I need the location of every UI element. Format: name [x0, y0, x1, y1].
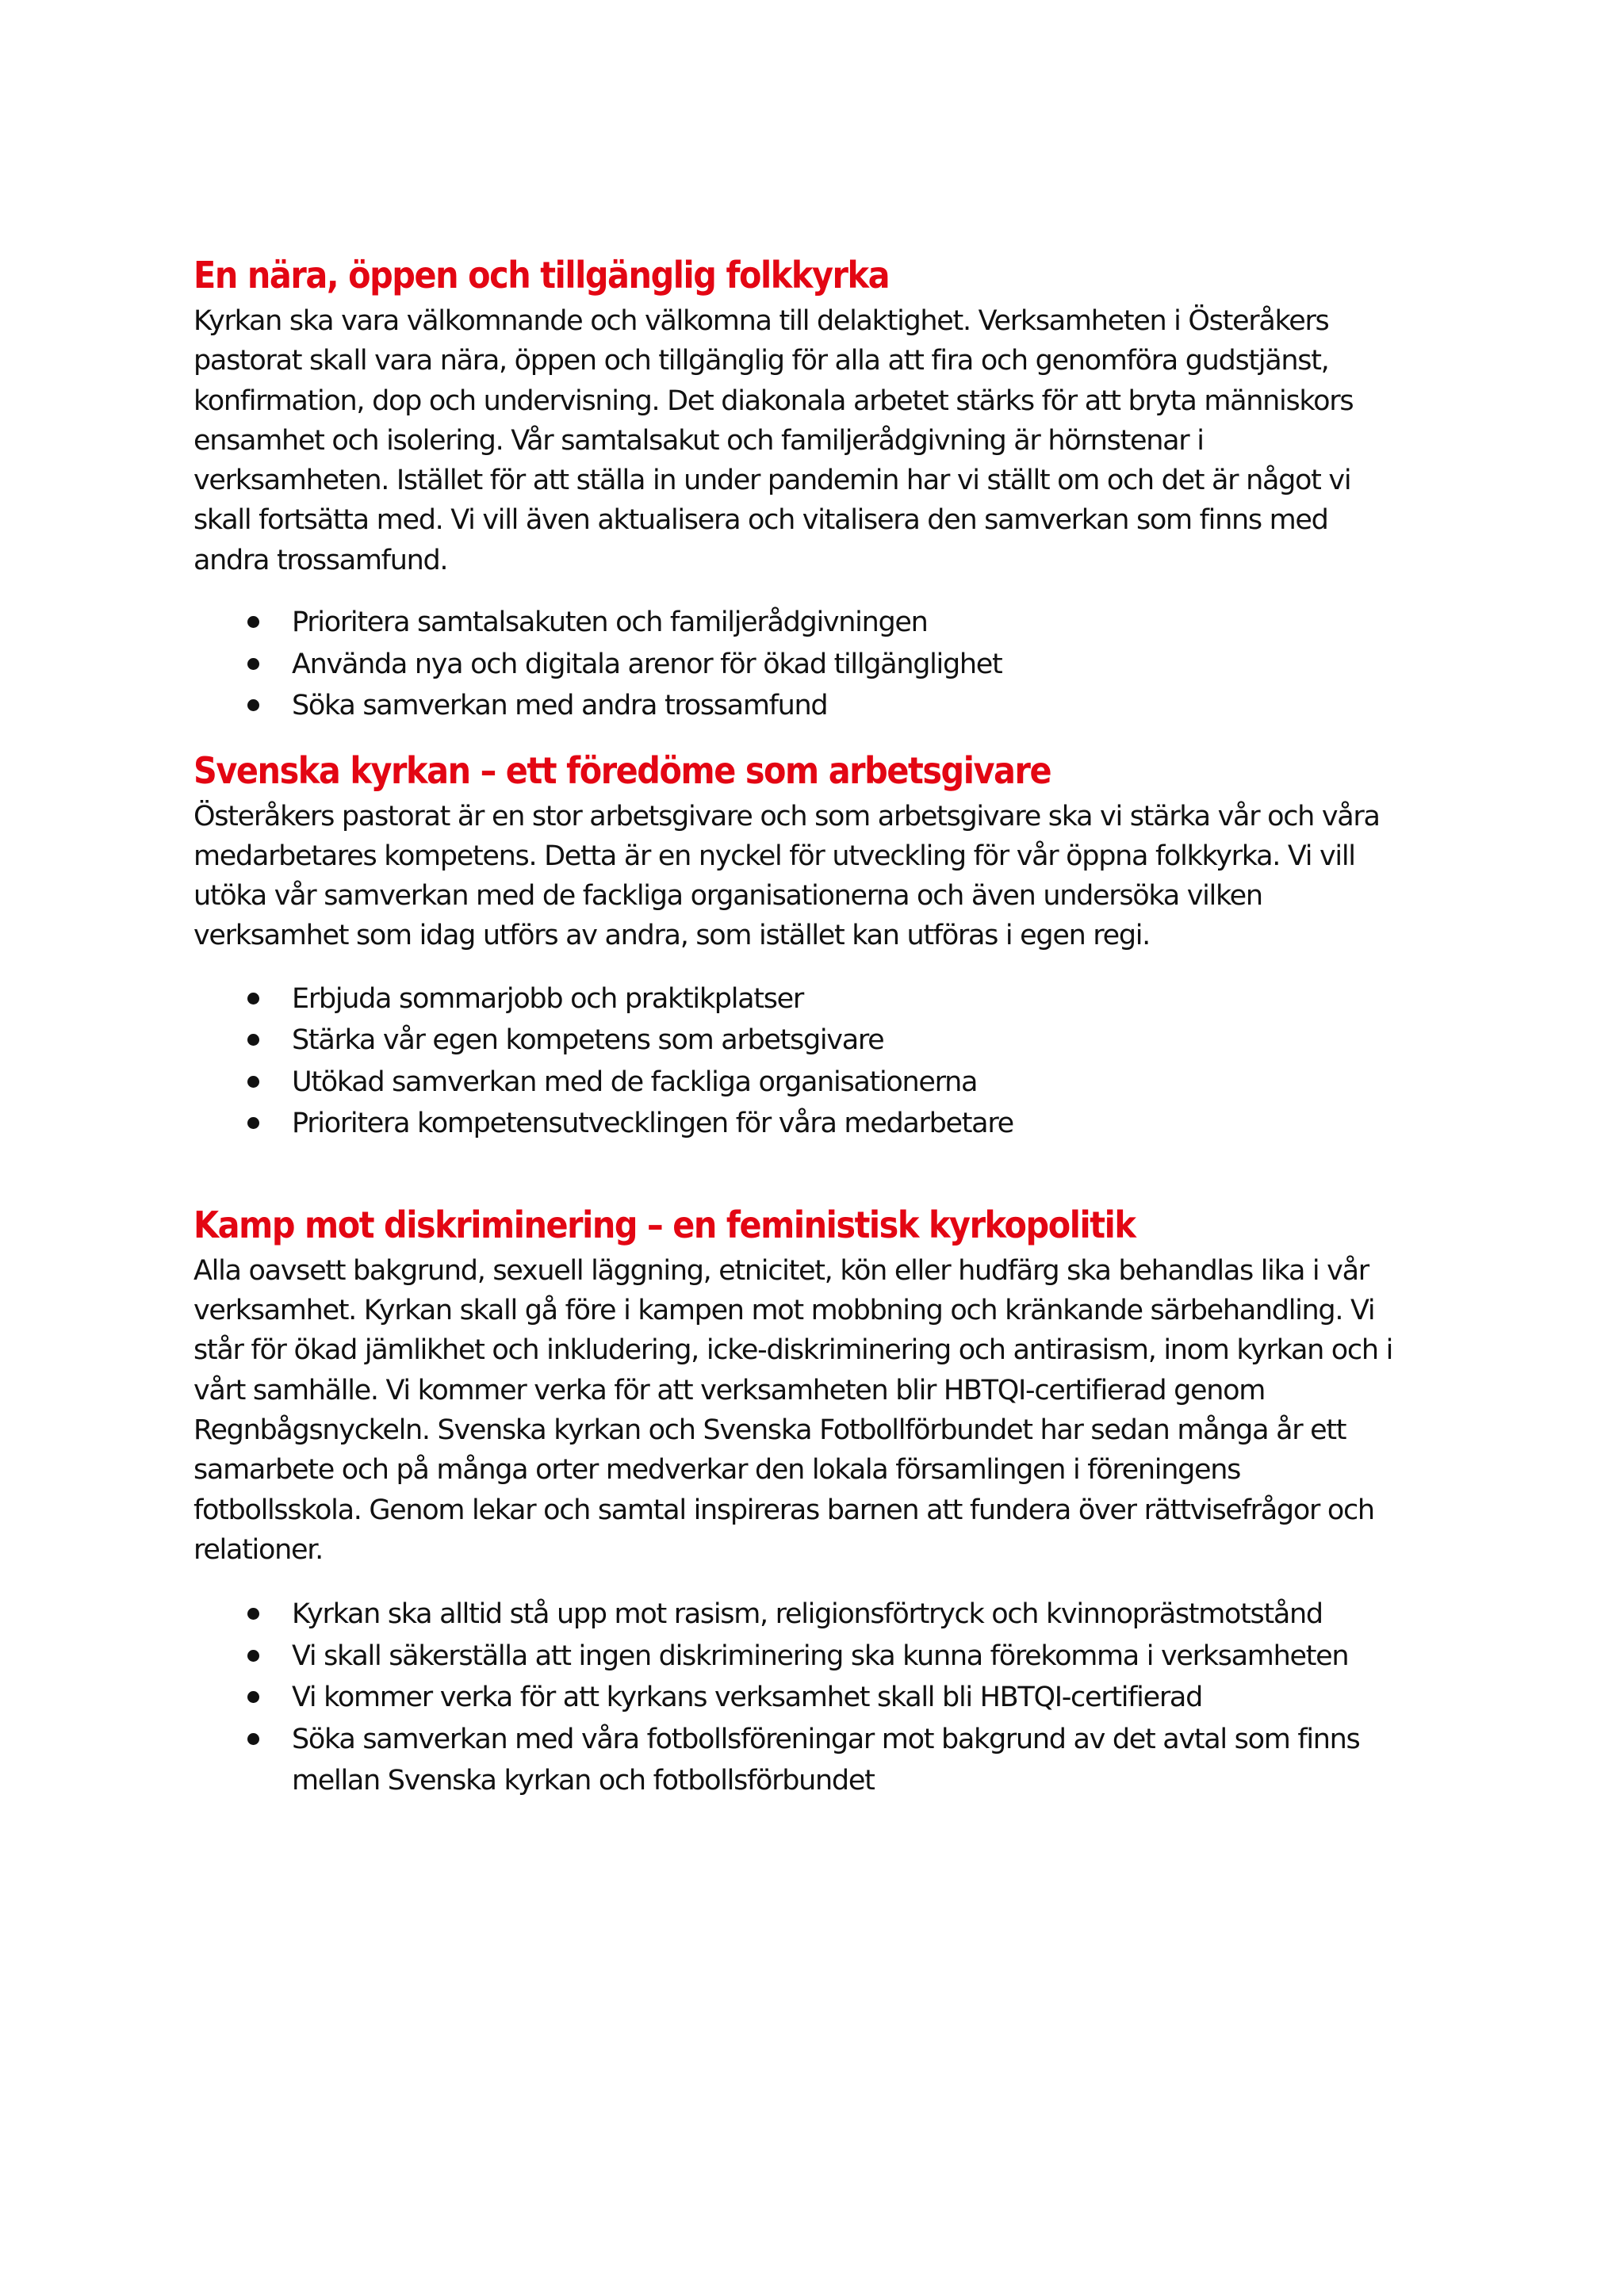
- bullet-icon: [247, 1034, 259, 1046]
- paragraph-line: vårt samhälle. Vi kommer verka för att verksamheten blir HBTQI-certifierad genom: [193, 1374, 1266, 1406]
- list-item-text: Kyrkan ska alltid stå upp mot rasism, religionsförtryck och kvinnoprästmotstånd: [292, 1598, 1323, 1631]
- list-item-text-line: mellan Svenska kyrkan och fotbollsförbundet: [292, 1765, 875, 1797]
- paragraph-line: verksamhet. Kyrkan skall gå före i kampen mot mobbning och kränkande särbehandling. Vi: [193, 1295, 1375, 1327]
- list-item-text: Vi skall säkerställa att ingen diskriminering ska kunna förekomma i verksamheten: [292, 1640, 1349, 1672]
- list-item-text: Använda nya och digitala arenor för ökad tillgänglighet: [292, 648, 1002, 680]
- paragraph-line: skall fortsätta med. Vi vill även aktualisera och vitalisera den samverkan som finns med: [193, 504, 1328, 537]
- paragraph-line: fotbollsskola. Genom lekar och samtal inspireras barnen att fundera över rättvisefrågor och: [193, 1494, 1374, 1526]
- paragraph-line: medarbetares kompetens. Detta är en nyckel för utveckling för vår öppna folkkyrka. Vi vill: [193, 840, 1355, 872]
- list-item: [193, 644, 1446, 686]
- list-item: [193, 1636, 1446, 1678]
- list-item: [193, 602, 1446, 644]
- bullet-icon: [247, 1691, 259, 1703]
- list-item: [193, 1594, 1446, 1636]
- paragraph-line: Regnbågsnyckeln. Svenska kyrkan och Svenska Fotbollförbundet har sedan många år ett: [193, 1414, 1346, 1446]
- list-item-text: Utökad samverkan med de fackliga organisationerna: [292, 1066, 978, 1098]
- list-item: [193, 1677, 1446, 1719]
- list-item-text: Vi kommer verka för att kyrkans verksamhet skall bli HBTQI-certifierad: [292, 1682, 1202, 1714]
- list-item-text: Prioritera samtalsakuten och familjerådgivningen: [292, 607, 928, 639]
- paragraph-line: samarbete och på många orter medverkar den lokala församlingen i föreningens: [193, 1454, 1241, 1487]
- paragraph-line: står för ökad jämlikhet och inkludering, icke-diskriminering och antirasism, inom kyrkan och i: [193, 1334, 1393, 1367]
- document-page: [193, 249, 1446, 1802]
- paragraph-line: relationer.: [193, 1533, 323, 1566]
- list-item-text: Erbjuda sommarjobb och praktikplatser: [292, 982, 803, 1015]
- list-item: [193, 1719, 1446, 1802]
- paragraph-line: utöka vår samverkan med de fackliga organisationerna och även undersöka vilken: [193, 880, 1262, 913]
- bullet-list-arbetsgivare: [193, 978, 1446, 1145]
- bullet-icon: [247, 699, 259, 711]
- bullet-icon: [247, 993, 259, 1004]
- list-item-text-line: Söka samverkan med våra fotbollsföreningar mot bakgrund av det avtal som finns: [292, 1723, 1360, 1755]
- bullet-icon: [247, 616, 259, 628]
- paragraph-line: pastorat skall vara nära, öppen och tillgänglig för alla att fira och genomföra gudstjänst,: [193, 345, 1329, 377]
- paragraph-line: Alla oavsett bakgrund, sexuell läggning, etnicitet, kön eller hudfärg ska behandlas lika i vår: [193, 1254, 1369, 1287]
- list-item-text: Prioritera kompetensutvecklingen för våra medarbetare: [292, 1108, 1013, 1140]
- list-item: [193, 1103, 1446, 1145]
- section-heading-arbetsgivare: Svenska kyrkan – ett föredöme som arbetsgivare: [193, 748, 1051, 792]
- section-paragraph-diskriminering: [193, 1251, 1446, 1570]
- section-heading-diskriminering: Kamp mot diskriminering – en feministisk kyrkopolitik: [193, 1203, 1136, 1246]
- paragraph-line: Österåkers pastorat är en stor arbetsgivare och som arbetsgivare ska vi stärka vår och våra: [193, 800, 1380, 832]
- list-item: [193, 1020, 1446, 1062]
- bullet-icon: [247, 1608, 259, 1620]
- list-item: [193, 978, 1446, 1020]
- list-item-text: Söka samverkan med andra trossamfund: [292, 690, 828, 722]
- list-item-text: Stärka vår egen kompetens som arbetsgivare: [292, 1024, 884, 1057]
- paragraph-line: andra trossamfund.: [193, 544, 448, 576]
- bullet-icon: [247, 1733, 259, 1745]
- paragraph-line: Kyrkan ska vara välkomnande och välkomna till delaktighet. Verksamheten i Österåkers: [193, 305, 1329, 337]
- bullet-list-folkkyrka: [193, 602, 1446, 727]
- paragraph-line: ensamhet och isolering. Vår samtalsakut och familjerådgivning är hörnstenar i: [193, 424, 1204, 457]
- section-paragraph-arbetsgivare: [193, 797, 1446, 956]
- bullet-list-diskriminering: [193, 1594, 1446, 1802]
- bullet-icon: [247, 1076, 259, 1088]
- bullet-icon: [247, 1650, 259, 1662]
- section-paragraph-folkkyrka: [193, 301, 1446, 580]
- paragraph-line: verksamheten. Istället för att ställa in under pandemin har vi ställt om och det är något vi: [193, 465, 1351, 497]
- bullet-icon: [247, 658, 259, 670]
- list-item: [193, 685, 1446, 727]
- bullet-icon: [247, 1117, 259, 1129]
- paragraph-line: verksamhet som idag utförs av andra, som istället kan utföras i egen regi.: [193, 920, 1150, 952]
- paragraph-line: konfirmation, dop och undervisning. Det diakonala arbetet stärks för att bryta människors: [193, 385, 1354, 417]
- list-item: [193, 1062, 1446, 1104]
- section-heading-folkkyrka: En nära, öppen och tillgänglig folkkyrka: [193, 254, 890, 297]
